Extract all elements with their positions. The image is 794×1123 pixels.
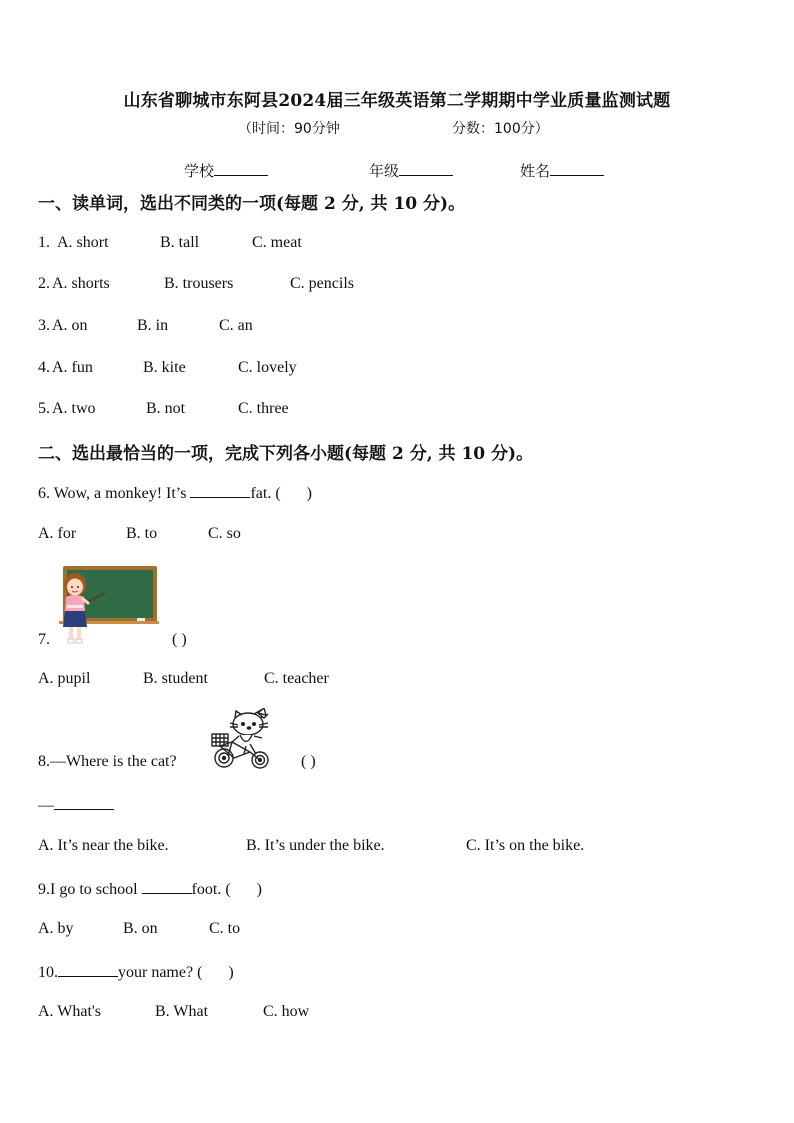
question-3 — [38, 317, 253, 335]
section-1-title: 一、读单词，选出不同类的一项(每题 2 分, 共 10 分)。 — [38, 194, 466, 214]
cat-on-bike-icon — [206, 708, 282, 770]
option-a[interactable]: A. on — [52, 317, 88, 334]
option-c[interactable]: C. pencils — [290, 275, 354, 292]
question-9-text-pre: 9.I go to school — [38, 881, 142, 898]
option-b[interactable]: B. to — [126, 525, 158, 542]
option-c[interactable]: C. an — [219, 317, 253, 334]
answer-blank[interactable] — [190, 483, 250, 498]
name-field[interactable] — [520, 160, 604, 181]
question-10-text-post: your name? ( — [118, 964, 203, 981]
option-c[interactable]: C. so — [208, 525, 241, 542]
option-b[interactable]: B. in — [137, 317, 169, 334]
question-number: 1. — [38, 234, 50, 251]
option-b[interactable]: B. trousers — [164, 275, 234, 292]
option-b[interactable]: B. on — [123, 920, 158, 937]
page-title: 山东省聊城市东阿县2024届三年级英语第二学期期中学业质量监测试题 — [123, 91, 671, 111]
question-8 — [38, 753, 316, 771]
question-6-options — [38, 525, 241, 543]
answer-paren[interactable]: ( ) — [172, 631, 187, 648]
teacher-at-blackboard-icon — [57, 565, 159, 647]
question-9-options — [38, 920, 241, 938]
question-8-options — [38, 837, 585, 855]
question-number: 10. — [38, 964, 58, 981]
reply-dash: — — [38, 797, 54, 814]
paren-close: ) — [256, 881, 262, 898]
option-a[interactable]: A. for — [38, 525, 77, 542]
exam-time: （时间：90分钟 — [238, 121, 340, 137]
option-a[interactable]: A. What's — [38, 1003, 102, 1020]
name-label: 姓名 — [520, 162, 551, 180]
option-c[interactable]: C. It’s on the bike. — [466, 837, 585, 854]
option-c[interactable]: C. three — [238, 400, 289, 417]
option-a[interactable]: A. by — [38, 920, 74, 937]
answer-paren[interactable]: ( ) — [301, 753, 316, 770]
question-6 — [38, 483, 312, 503]
grade-field[interactable] — [369, 160, 453, 181]
option-c[interactable]: C. lovely — [238, 359, 297, 376]
option-b[interactable]: B. What — [155, 1003, 209, 1020]
option-b[interactable]: B. tall — [160, 234, 200, 251]
school-label: 学校 — [184, 162, 215, 180]
option-c[interactable]: C. how — [263, 1003, 310, 1020]
question-4 — [38, 359, 297, 377]
option-a[interactable]: A. fun — [52, 359, 93, 376]
question-5 — [38, 400, 289, 418]
grade-label: 年级 — [369, 162, 400, 180]
name-blank[interactable] — [550, 161, 604, 176]
paren-close: ) — [306, 485, 312, 502]
grade-blank[interactable] — [399, 161, 453, 176]
question-7-options — [38, 670, 329, 688]
question-number: 3. — [38, 317, 50, 334]
reply-blank[interactable] — [54, 795, 114, 810]
option-a[interactable]: A. shorts — [52, 275, 110, 292]
question-8-reply — [38, 795, 114, 815]
answer-blank[interactable] — [58, 962, 118, 977]
option-c[interactable]: C. teacher — [264, 670, 329, 687]
question-number: 7. — [38, 631, 50, 648]
question-10-options — [38, 1003, 310, 1021]
exam-score: 分数：100分） — [452, 121, 549, 137]
question-1 — [38, 234, 302, 252]
option-a[interactable]: A. pupil — [38, 670, 91, 687]
question-7 — [38, 631, 187, 649]
option-b[interactable]: B. not — [146, 400, 186, 417]
option-a[interactable]: A. two — [52, 400, 96, 417]
question-9-text-post: foot. ( — [191, 881, 231, 898]
option-b[interactable]: B. student — [143, 670, 208, 687]
option-a[interactable]: A. It’s near the bike. — [38, 837, 169, 854]
answer-blank[interactable] — [142, 879, 192, 894]
option-c[interactable]: C. meat — [252, 234, 302, 251]
option-b[interactable]: B. It’s under the bike. — [246, 837, 385, 854]
section-2-title: 二、选出最恰当的一项，完成下列各小题(每题 2 分, 共 10 分)。 — [38, 444, 534, 464]
school-field[interactable] — [184, 160, 268, 181]
question-6-text-pre: 6. Wow, a monkey! It’s — [38, 485, 191, 502]
option-a[interactable]: A. short — [57, 234, 109, 251]
question-number: 5. — [38, 400, 50, 417]
question-6-text-post: fat. ( — [250, 485, 281, 502]
question-number: 2. — [38, 275, 50, 292]
question-10 — [38, 962, 234, 982]
school-blank[interactable] — [214, 161, 268, 176]
option-b[interactable]: B. kite — [143, 359, 186, 376]
question-8-text: 8.—Where is the cat? — [38, 753, 177, 770]
question-9 — [38, 879, 262, 899]
paren-close: ) — [228, 964, 234, 981]
question-number: 4. — [38, 359, 50, 376]
question-2 — [38, 275, 354, 293]
option-c[interactable]: C. to — [209, 920, 241, 937]
